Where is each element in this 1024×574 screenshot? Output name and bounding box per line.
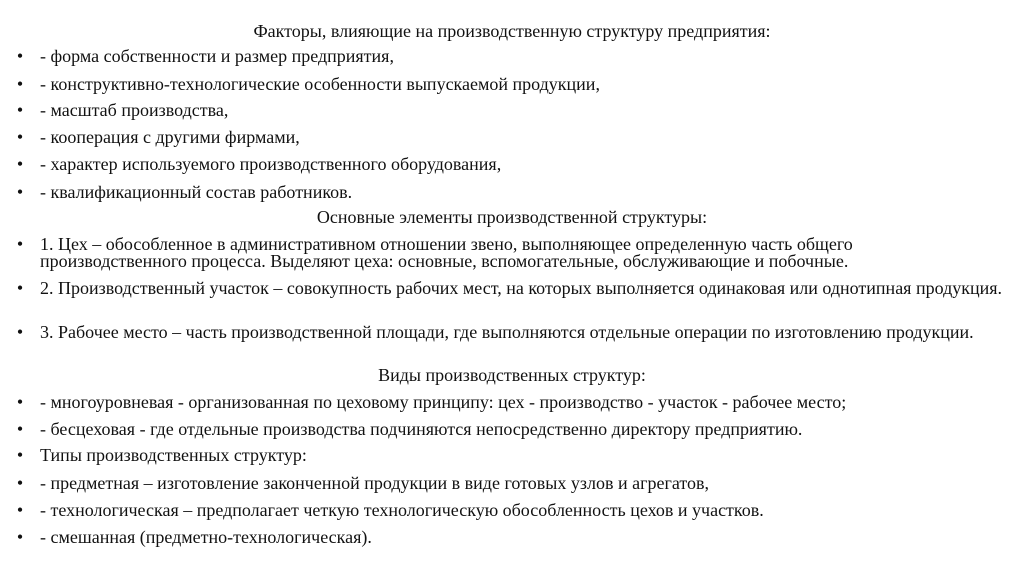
bullet-icon: • — [16, 500, 24, 520]
bullet-icon: • — [16, 182, 24, 202]
types-item-text: - смешанная (предметно-технологическая). — [40, 527, 372, 547]
bullet-icon: • — [16, 445, 24, 465]
factor-item — [14, 102, 1004, 119]
bullet-icon: • — [16, 392, 24, 412]
element-item — [14, 236, 1004, 270]
bullet-icon: • — [16, 473, 24, 493]
bullet-icon: • — [16, 100, 24, 120]
types-item-text: - предметная – изготовление законченной продукции в виде готовых узлов и агрегатов, — [40, 473, 709, 493]
kind-item — [14, 394, 1004, 411]
kind-item-text: - многоуровневая - организованная по цеховому принципу: цех - производство - участок - рабочее место; — [40, 392, 847, 412]
factor-item — [14, 184, 1004, 201]
factor-item-text: - форма собственности и размер предприятия, — [40, 46, 394, 66]
kind-item — [14, 421, 1004, 438]
factor-item-text: - кооперация с другими фирмами, — [40, 127, 300, 147]
factor-item — [14, 129, 1004, 146]
types-item — [14, 475, 1004, 492]
bullet-icon: • — [16, 127, 24, 147]
factor-item — [14, 156, 1004, 173]
element-item-text: 2. Производственный участок – совокупность рабочих мест, на которых выполняется одинаковая или однотипная продукция. — [40, 278, 1003, 298]
element-item — [14, 280, 1004, 297]
factor-item-text: - конструктивно-технологические особенности выпускаемой продукции, — [40, 74, 600, 94]
types-item — [14, 502, 1004, 519]
bullet-icon: • — [16, 322, 24, 342]
bullet-icon: • — [16, 278, 24, 298]
element-item-text: 1. Цех – обособленное в административном отношении звено, выполняющее определенную часть общего производственного процесса. Выделяют цеха: основные, вспомогательные, обслуживающие и побочные. — [40, 234, 853, 271]
factor-item-text: - квалификационный состав работников. — [40, 182, 353, 202]
bullet-icon: • — [16, 234, 24, 254]
element-item-text: 3. Рабочее место – часть производственной площади, где выполняются отдельные операции по изготовлению продукции. — [40, 322, 974, 342]
types-item-text: - технологическая – предполагает четкую технологическую обособленность цехов и участков. — [40, 500, 764, 520]
elements-heading: Основные элементы производственной структуры: — [316, 207, 708, 227]
factor-item-text: - характер используемого производственного оборудования, — [40, 154, 502, 174]
bullet-icon: • — [16, 154, 24, 174]
element-item — [14, 324, 1004, 341]
factors-heading: Факторы, влияющие на производственную структуру предприятия: — [253, 21, 771, 41]
bullet-icon: • — [16, 527, 24, 547]
bullet-icon: • — [16, 74, 24, 94]
factor-item-text: - масштаб производства, — [40, 100, 229, 120]
factor-item — [14, 76, 1004, 93]
factor-item — [14, 48, 1004, 65]
kind-item-text: - бесцеховая - где отдельные производства подчиняются непосредственно директору предприятию. — [40, 419, 803, 439]
bullet-icon: • — [16, 46, 24, 66]
types-item — [14, 529, 1004, 546]
bullet-icon: • — [16, 419, 24, 439]
types-item — [14, 447, 1004, 464]
kinds-heading: Виды производственных структур: — [378, 365, 646, 385]
types-item-text: Типы производственных структур: — [40, 445, 307, 465]
